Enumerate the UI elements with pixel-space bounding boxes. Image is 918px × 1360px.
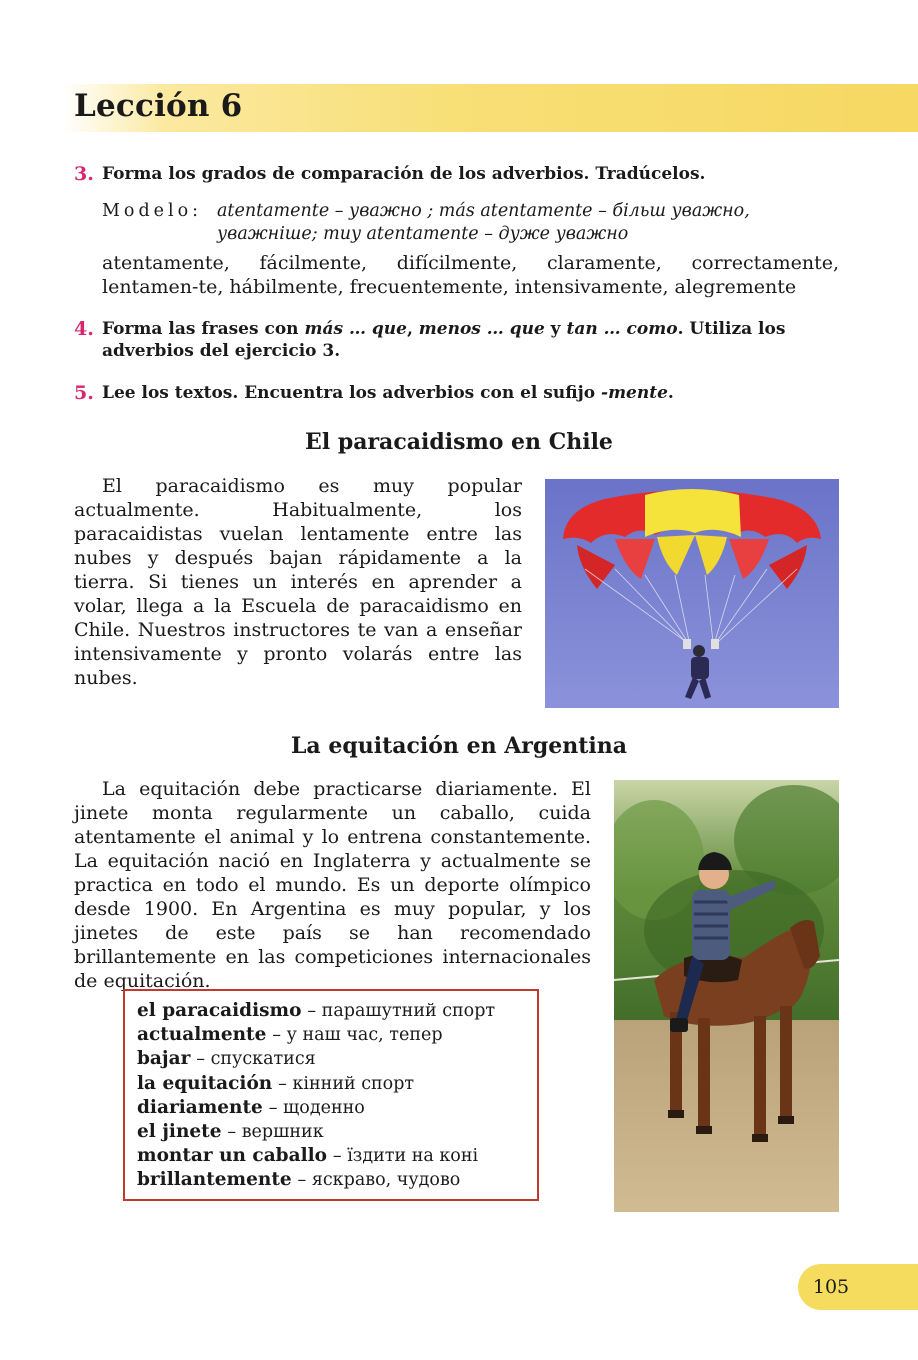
vocab-row: el jinete – вершник: [137, 1121, 324, 1143]
model-line-2: уважніше; muy atentamente – дуже уважно: [217, 224, 629, 244]
horse-rider-illustration: [614, 780, 839, 1212]
text-equitacion: La equitación debe practicarse diariamente. El jinete monta regularmente un caballo, cuida atentamente el animal y lo entrena constantemente. La equitación nació en Inglaterra y actualmente se practica en todo el mundo. Es un deporte olímpico desde 1900. En Argentina es muy popular, y los jinetes de este país se han recomendado brillantemente en las competiciones internacionales de equitación.: [74, 778, 591, 992]
vocab-row: diariamente – щоденно: [137, 1096, 365, 1118]
adverb-list: atentamente, fácilmente, difícilmente, claramente, correctamente, lentamen-te, hábilmente, frecuentemente, intensivamente, alegremente: [102, 252, 839, 298]
vocabulary-box: [123, 989, 539, 1201]
exercise-instruction: Forma los grados de comparación de los adverbios. Tradúcelos.: [102, 164, 706, 184]
page-number: 105: [812, 1276, 850, 1298]
pattern-mas-que: más … que: [304, 319, 407, 339]
vocab-row: bajar – спускатися: [137, 1048, 316, 1070]
paraglider-illustration: [545, 479, 839, 708]
model-label: Modelo:: [102, 201, 203, 221]
exercise-instruction: Forma las frases con más … que, menos … que y tan … como. Utiliza los adverbios del ejercicio 3.: [102, 319, 786, 361]
section-title-paracaidismo: El paracaidismo en Chile: [305, 429, 613, 455]
pattern-tan-como: tan … como: [566, 319, 678, 339]
vocab-row: actualmente – у наш час, тепер: [137, 1024, 443, 1046]
suffix-mente: -mente: [601, 383, 668, 403]
section-title-equitacion: La equitación en Argentina: [290, 733, 628, 759]
vocab-row: montar un caballo – їздити на коні: [137, 1145, 479, 1167]
vocab-row: el paracaidismo – парашутний спорт: [137, 1000, 496, 1021]
exercise-instruction: Lee los textos. Encuentra los adverbios con el sufijo -mente.: [102, 383, 674, 403]
exercise-4: [74, 318, 840, 362]
exercise-number: 3.: [74, 163, 94, 185]
model-example: [102, 200, 842, 246]
exercise-5: [74, 382, 840, 404]
exercise-number: 4.: [74, 318, 94, 340]
model-line-1: atentamente – уважно ; más atentamente – більш уважно,: [217, 201, 750, 221]
vocab-row: brillantemente – яскраво, чудово: [137, 1169, 461, 1191]
paraglider-photo: [545, 479, 839, 708]
text-paracaidismo: El paracaidismo es muy popular actualmente. Habitualmente, los paracaidistas vuelan lentamente entre las nubes y después bajan rápidamente a la tierra. Si tienes un interés en aprender a volar, llega a la Escuela de paracaidismo en Chile. Nuestros instructores te van a enseñar intensivamente y pronto volarás entre las nubes.: [74, 475, 522, 689]
vocab-row: la equitación – кінний спорт: [137, 1072, 415, 1094]
exercise-number: 5.: [74, 382, 94, 404]
horse-rider-photo: [614, 780, 839, 1212]
pattern-menos-que: menos … que: [418, 319, 545, 339]
lesson-title: Lección 6: [74, 88, 243, 124]
exercise-3: [74, 163, 840, 185]
